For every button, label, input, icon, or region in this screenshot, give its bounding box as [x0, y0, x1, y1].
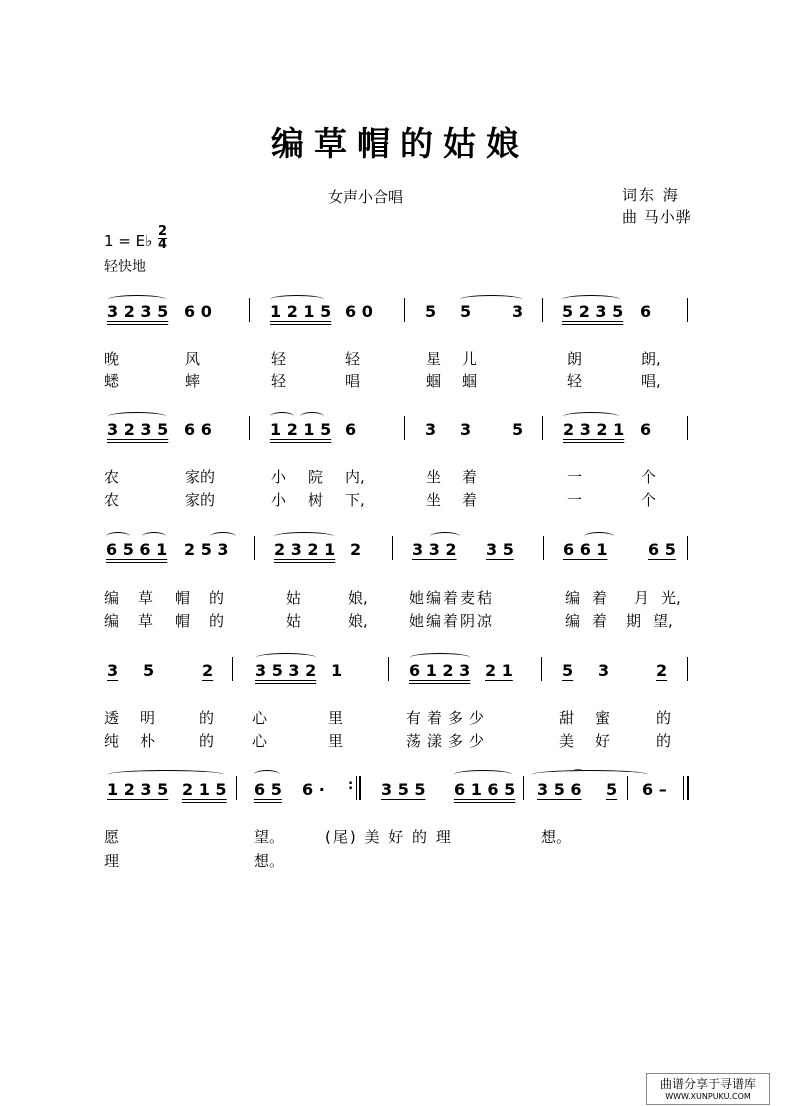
note: 5	[562, 661, 574, 680]
note-group: 1 2 3 5	[107, 780, 169, 799]
lyric: 理	[104, 852, 120, 870]
lyric: 的	[656, 709, 672, 727]
lyric: 朴	[140, 732, 156, 750]
barline	[254, 536, 255, 560]
barline	[404, 416, 405, 440]
barline	[249, 416, 250, 440]
note: 3	[460, 420, 472, 439]
note: 6	[640, 420, 652, 439]
note-group: 6 1 2 3	[409, 661, 471, 680]
lyric: 一	[567, 468, 583, 486]
barline	[236, 776, 237, 800]
repeat-dots: :	[348, 778, 354, 793]
note-group: 6 1 6 5	[454, 780, 516, 799]
barline	[392, 536, 393, 560]
note-group: 2 3 2 1	[563, 420, 625, 439]
lyric: 晚	[104, 350, 120, 368]
lyric: 农	[104, 468, 120, 486]
barline	[404, 298, 405, 322]
composer-credit: 曲 马小骅	[622, 208, 692, 226]
lyric: 望。	[254, 828, 285, 846]
note-group: 3 5 6	[537, 780, 582, 799]
lyric: 编	[104, 589, 120, 607]
lyric: 朗	[567, 350, 583, 368]
note-group: 6 6 1	[563, 540, 608, 559]
subtitle: 女声小合唱	[328, 188, 404, 206]
note-group: 5 2 3 5	[562, 302, 624, 321]
note-group: 1 2 1 5	[270, 420, 332, 439]
lyric: 坐	[426, 491, 442, 509]
lyric: 蝈	[462, 372, 478, 390]
lyric: 编	[104, 612, 120, 630]
note-group: 6 –	[642, 780, 667, 799]
lyric: 明	[140, 709, 156, 727]
lyric: 家的	[185, 491, 216, 509]
lyric: 院	[308, 468, 324, 486]
lyric: 唱,	[641, 372, 661, 390]
note: 6 ·	[302, 780, 325, 799]
lyric: 农	[104, 491, 120, 509]
lyric: 儿	[462, 350, 478, 368]
lyric: 小	[271, 468, 287, 486]
note-group: 6 6	[184, 420, 212, 439]
lyric: 草	[138, 589, 154, 607]
slur	[532, 770, 648, 779]
watermark-url: WWW.XUNPUKU.COM	[665, 1092, 751, 1101]
lyric: 心	[252, 709, 268, 727]
note-group: 3 3 2	[412, 540, 457, 559]
note: 5	[512, 420, 524, 439]
lyric: 的	[209, 589, 225, 607]
time-signature-top: 2	[158, 224, 168, 239]
barline	[627, 776, 628, 800]
note: 5	[460, 302, 472, 321]
lyric: 星	[426, 350, 442, 368]
barline	[687, 416, 688, 440]
watermark-box	[646, 1073, 770, 1105]
lyric: 的	[656, 732, 672, 750]
note: 6	[640, 302, 652, 321]
lyric: 里	[328, 709, 344, 727]
lyric: 里	[328, 732, 344, 750]
lyric: 家的	[185, 468, 216, 486]
note: 3	[107, 661, 119, 680]
lyric-phrase: 她编着麦秸	[409, 589, 495, 607]
note-group: 3 5 3 2	[255, 661, 317, 680]
note: 5	[606, 780, 618, 799]
repeat-barline	[356, 776, 357, 800]
lyric: 着	[462, 491, 478, 509]
barline	[687, 657, 688, 681]
lyric: 蟀	[185, 372, 201, 390]
lyric: 蝈	[426, 372, 442, 390]
barline	[687, 298, 688, 322]
lyric-phrase: 荡漾多少	[406, 732, 491, 750]
barline	[232, 657, 233, 681]
barline	[687, 536, 688, 560]
lyric-phrase: 有着多少	[406, 709, 491, 727]
lyric: 树	[308, 491, 324, 509]
barline	[542, 416, 543, 440]
lyric: 着	[462, 468, 478, 486]
note: 2	[350, 540, 362, 559]
fermata: ⌒	[573, 770, 583, 781]
lyric: 美	[559, 732, 575, 750]
note: 6	[345, 420, 357, 439]
lyric: 期	[626, 612, 642, 630]
note: 1	[331, 661, 343, 680]
song-title: 编草帽的姑娘	[271, 124, 529, 163]
slur	[254, 770, 280, 779]
lyric: 轻	[345, 350, 361, 368]
lyric: 朗,	[641, 350, 661, 368]
note: 2	[202, 661, 214, 680]
note-group: 3 2 3 5	[107, 420, 169, 439]
lyric: 轻	[271, 350, 287, 368]
note-group: 6 5	[648, 540, 676, 559]
lyric: 想。	[541, 828, 572, 846]
lyric: 下,	[345, 491, 365, 509]
lyric: 编	[565, 612, 581, 630]
lyric: 的	[199, 709, 215, 727]
lyric: 草	[138, 612, 154, 630]
barline	[541, 657, 542, 681]
lyric: 小	[271, 491, 287, 509]
lyric: 的	[209, 612, 225, 630]
barline	[542, 298, 543, 322]
note-group: 1 2 1 5	[270, 302, 332, 321]
note: 3	[425, 420, 437, 439]
lyric: 内,	[345, 468, 365, 486]
lyric: 透	[104, 709, 120, 727]
slur	[108, 770, 224, 779]
note-group: 3 2 3 5	[107, 302, 169, 321]
time-signature	[158, 226, 167, 251]
lyric: 唱	[345, 372, 361, 390]
note-group: 2 3 2 1	[274, 540, 336, 559]
slur	[454, 770, 512, 779]
time-signature-bottom: 4	[158, 237, 168, 252]
note-group: 6 0	[345, 302, 373, 321]
lyric: 姑	[286, 589, 302, 607]
lyric: 帽	[175, 612, 191, 630]
lyric: 的	[199, 732, 215, 750]
lyric: 愿	[104, 828, 120, 846]
lyric: 甜	[559, 709, 575, 727]
lyric-phrase: 她编着阴凉	[409, 612, 495, 630]
barline	[523, 776, 524, 800]
lyricist-credit: 词东 海	[622, 186, 680, 204]
lyric: 风	[185, 350, 201, 368]
lyric: 心	[252, 732, 268, 750]
lyric: 娘,	[348, 612, 368, 630]
final-barline	[683, 776, 684, 800]
tempo-marking: 轻快地	[104, 259, 146, 275]
note-group: 2 5 3	[184, 540, 229, 559]
note-group: 2 1 5	[182, 780, 227, 799]
lyric: 纯	[104, 732, 120, 750]
lyric: 轻	[567, 372, 583, 390]
lyric: 个	[641, 468, 657, 486]
note-group: 2 1	[485, 661, 513, 680]
note: 2	[656, 661, 668, 680]
repeat-barline	[359, 776, 361, 800]
lyric: 想。	[254, 852, 285, 870]
lyric: 月	[634, 589, 650, 607]
final-barline	[687, 776, 689, 800]
note: 5	[143, 661, 155, 680]
lyric: 蟋	[104, 372, 120, 390]
note: 3	[512, 302, 524, 321]
lyric: 着	[592, 612, 608, 630]
note: 5	[425, 302, 437, 321]
lyric: 好	[595, 732, 611, 750]
lyric: 坐	[426, 468, 442, 486]
barline	[388, 657, 389, 681]
barline	[543, 536, 544, 560]
lyric: 娘,	[348, 589, 368, 607]
lyric: 编	[565, 589, 581, 607]
lyric: 个	[641, 491, 657, 509]
lyric: 着	[592, 589, 608, 607]
lyric: 光,	[661, 589, 681, 607]
lyric: 一	[567, 491, 583, 509]
note-group: 6 5	[254, 780, 282, 799]
lyric: 姑	[286, 612, 302, 630]
lyric: 望,	[653, 612, 673, 630]
note: 3	[598, 661, 610, 680]
note-group: 6 5 6 1	[106, 540, 168, 559]
note-group: 6 0	[184, 302, 212, 321]
lyric: 帽	[175, 589, 191, 607]
watermark-text: 曲谱分享于寻谱库	[659, 1077, 756, 1091]
lyric-phrase: (尾) 美 好 的 理	[325, 828, 453, 846]
lyric: 蜜	[595, 709, 611, 727]
lyric: 轻	[271, 372, 287, 390]
note-group: 3 5 5	[381, 780, 426, 799]
note-group: 3 5	[486, 540, 514, 559]
barline	[249, 298, 250, 322]
key-signature: 1 = E♭	[104, 232, 153, 250]
